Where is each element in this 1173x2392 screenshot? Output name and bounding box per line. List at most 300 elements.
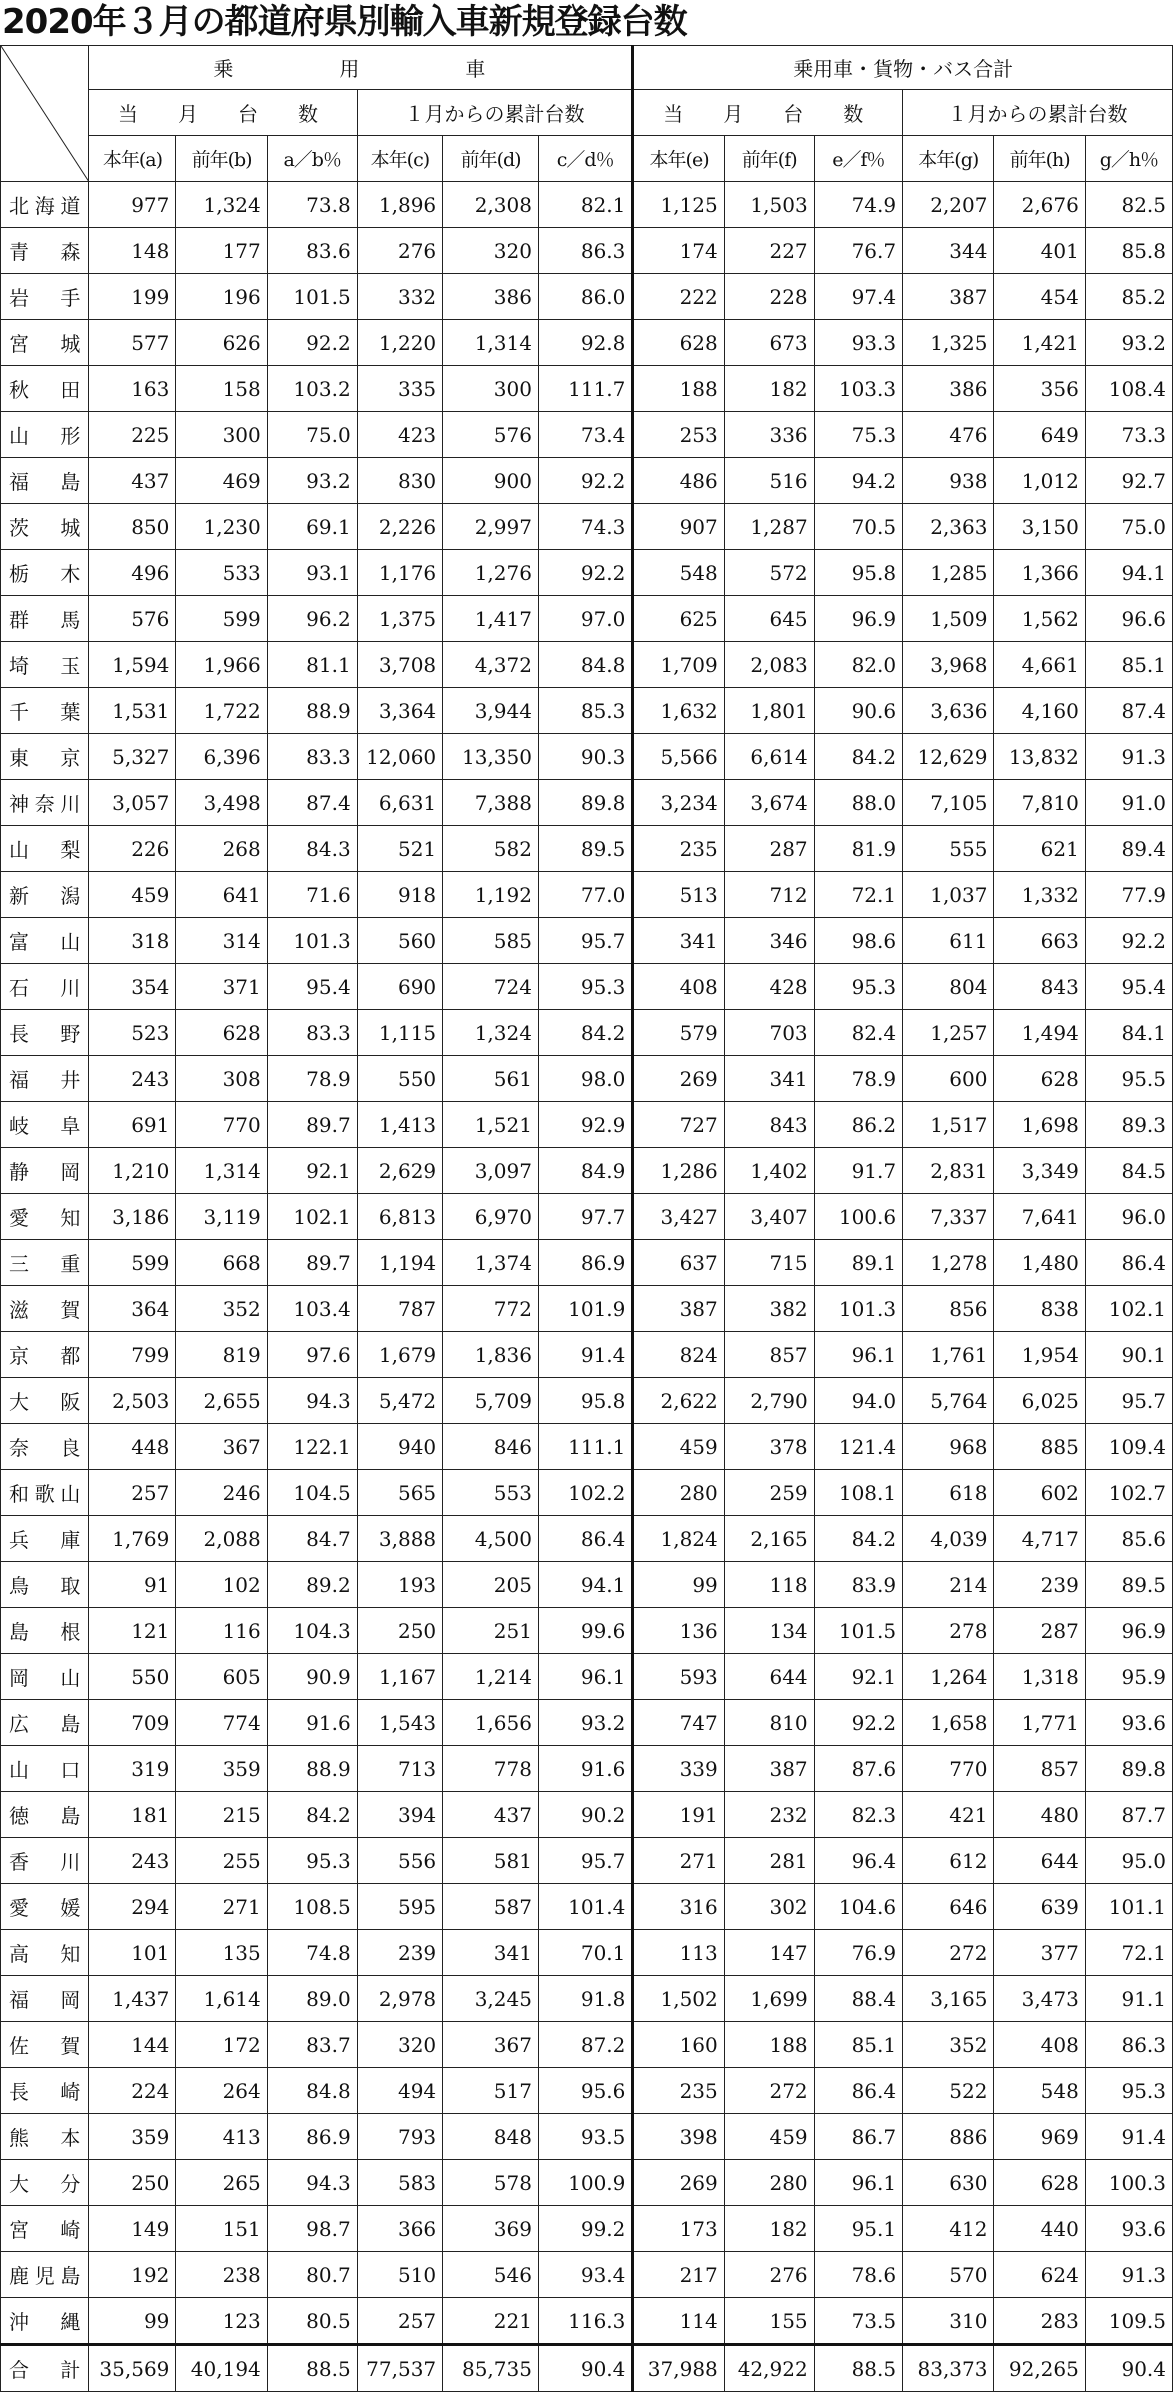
table-row [1,2160,1173,2206]
table-cell: 84.8 [267,2068,357,2114]
prefecture-name: 熊本 [1,2114,89,2160]
prefecture-name: 岡山 [1,1654,89,1700]
prefecture-name: 兵庫 [1,1516,89,1562]
table-cell: 386 [903,366,994,412]
table-cell: 5,764 [903,1378,994,1424]
table-cell: 857 [724,1332,814,1378]
table-cell: 1,709 [633,642,724,688]
table-row [1,182,1173,228]
table-cell: 199 [89,274,176,320]
table-row [1,1332,1173,1378]
table-cell: 280 [633,1470,724,1516]
table-cell: 2,790 [724,1378,814,1424]
table-cell: 196 [176,274,267,320]
table-cell: 2,676 [994,182,1085,228]
table-cell: 850 [89,504,176,550]
table-cell: 93.3 [814,320,902,366]
table-cell: 96.2 [267,596,357,642]
table-cell: 92.7 [1085,458,1172,504]
table-cell: 900 [443,458,539,504]
table-cell: 104.6 [814,1884,902,1930]
table-cell: 2,503 [89,1378,176,1424]
table-cell: 645 [724,596,814,642]
table-cell: 76.7 [814,228,902,274]
table-cell: 318 [89,918,176,964]
table-cell: 90.2 [538,1792,632,1838]
table-cell: 595 [357,1884,442,1930]
table-cell: 649 [994,412,1085,458]
table-cell: 97.0 [538,596,632,642]
table-cell: 91.4 [1085,2114,1172,2160]
table-cell: 2,165 [724,1516,814,1562]
table-cell: 114 [633,2298,724,2345]
table-cell: 85.3 [538,688,632,734]
table-cell: 96.1 [814,2160,902,2206]
table-cell: 77.9 [1085,872,1172,918]
prefecture-name: 山口 [1,1746,89,1792]
table-cell: 644 [994,1838,1085,1884]
table-cell: 2,083 [724,642,814,688]
table-cell: 89.0 [267,1976,357,2022]
table-cell: 799 [89,1332,176,1378]
table-cell: 83.3 [267,734,357,780]
table-cell: 70.5 [814,504,902,550]
table-cell: 300 [443,366,539,412]
table-cell: 521 [357,826,442,872]
table-cell: 88.0 [814,780,902,826]
table-cell: 91.8 [538,1976,632,2022]
table-cell: 1,220 [357,320,442,366]
table-cell: 144 [89,2022,176,2068]
table-cell: 253 [633,412,724,458]
table-cell: 585 [443,918,539,964]
table-cell: 715 [724,1240,814,1286]
table-cell: 174 [633,228,724,274]
table-cell: 86.2 [814,1102,902,1148]
table-cell: 523 [89,1010,176,1056]
table-cell: 95.6 [538,2068,632,2114]
table-cell: 102.1 [1085,1286,1172,1332]
table-cell: 191 [633,1792,724,1838]
table-row [1,1240,1173,1286]
table-cell: 641 [176,872,267,918]
table-cell: 576 [89,596,176,642]
table-cell: 91.4 [538,1332,632,1378]
column-header: 前年(f) [724,136,814,182]
table-cell: 4,372 [443,642,539,688]
table-row [1,458,1173,504]
table-cell: 188 [724,2022,814,2068]
table-cell: 522 [903,2068,994,2114]
table-row [1,1470,1173,1516]
table-row [1,550,1173,596]
table-cell: 560 [357,918,442,964]
table-cell: 100.9 [538,2160,632,2206]
header-monthly-all: 当 月 台 数 [633,90,903,136]
table-cell: 1,771 [994,1700,1085,1746]
table-cell: 356 [994,366,1085,412]
table-cell: 553 [443,1470,539,1516]
table-cell: 646 [903,1884,994,1930]
table-cell: 84.1 [1085,1010,1172,1056]
table-cell: 448 [89,1424,176,1470]
table-row [1,2022,1173,2068]
table-cell: 885 [994,1424,1085,1470]
table-cell: 1,413 [357,1102,442,1148]
table-cell: 83.9 [814,1562,902,1608]
table-cell: 1,192 [443,872,539,918]
table-cell: 378 [724,1424,814,1470]
table-cell: 225 [89,412,176,458]
table-cell: 136 [633,1608,724,1654]
table-cell: 74.3 [538,504,632,550]
table-cell: 259 [724,1470,814,1516]
table-cell: 243 [89,1838,176,1884]
table-row [1,1562,1173,1608]
table-cell: 93.6 [1085,1700,1172,1746]
table-cell: 281 [724,1838,814,1884]
table-cell: 727 [633,1102,724,1148]
table-cell: 1,214 [443,1654,539,1700]
table-cell: 82.4 [814,1010,902,1056]
table-cell: 87.6 [814,1746,902,1792]
table-cell: 238 [176,2252,267,2298]
table-cell: 92.2 [814,1700,902,1746]
table-cell: 3,150 [994,504,1085,550]
table-cell: 172 [176,2022,267,2068]
table-cell: 308 [176,1056,267,1102]
table-cell: 93.2 [267,458,357,504]
table-cell: 98.6 [814,918,902,964]
table-cell: 94.1 [1085,550,1172,596]
table-cell: 793 [357,2114,442,2160]
table-cell: 428 [724,964,814,1010]
table-cell: 2,308 [443,182,539,228]
table-cell: 3,968 [903,642,994,688]
table-cell: 86.7 [814,2114,902,2160]
table-cell: 459 [724,2114,814,2160]
table-cell: 770 [903,1746,994,1792]
table-cell: 1,966 [176,642,267,688]
table-cell: 84.3 [267,826,357,872]
table-row [1,2114,1173,2160]
table-cell: 628 [994,1056,1085,1102]
table-cell: 88.5 [814,2345,902,2392]
header-cumulative-all: １月からの累計台数 [903,90,1173,136]
table-cell: 74.9 [814,182,902,228]
table-cell: 556 [357,1838,442,1884]
page-title: 2020年３月の都道府県別輸入車新規登録台数 [2,2,687,42]
prefecture-name: 富山 [1,918,89,964]
table-cell: 250 [357,1608,442,1654]
table-cell: 37,988 [633,2345,724,2392]
table-cell: 264 [176,2068,267,2114]
table-cell: 193 [357,1562,442,1608]
table-cell: 367 [176,1424,267,1470]
table-cell: 224 [89,2068,176,2114]
table-cell: 1,276 [443,550,539,596]
prefecture-name: 青森 [1,228,89,274]
table-cell: 102.1 [267,1194,357,1240]
table-cell: 91.3 [1085,734,1172,780]
table-cell: 1,325 [903,320,994,366]
table-cell: 703 [724,1010,814,1056]
table-cell: 93.1 [267,550,357,596]
table-cell: 83,373 [903,2345,994,2392]
table-cell: 90.9 [267,1654,357,1700]
table-cell: 413 [176,2114,267,2160]
table-cell: 602 [994,1470,1085,1516]
table-cell: 90.1 [1085,1332,1172,1378]
table-cell: 12,060 [357,734,442,780]
table-cell: 95.5 [1085,1056,1172,1102]
table-cell: 1,836 [443,1332,539,1378]
table-cell: 3,165 [903,1976,994,2022]
table-cell: 310 [903,2298,994,2345]
prefecture-name: 京都 [1,1332,89,1378]
table-cell: 2,622 [633,1378,724,1424]
table-cell: 625 [633,596,724,642]
table-cell: 421 [903,1792,994,1838]
table-cell: 1,324 [176,182,267,228]
table-cell: 73.8 [267,182,357,228]
table-cell: 113 [633,1930,724,1976]
total-row [1,2345,1173,2392]
table-cell: 377 [994,1930,1085,1976]
table-cell: 102.7 [1085,1470,1172,1516]
table-cell: 6,813 [357,1194,442,1240]
table-cell: 85.1 [1085,642,1172,688]
registration-table [0,45,1173,2392]
table-cell: 86.3 [1085,2022,1172,2068]
table-cell: 533 [176,550,267,596]
table-cell: 550 [89,1654,176,1700]
table-cell: 354 [89,964,176,1010]
table-cell: 3,944 [443,688,539,734]
table-cell: 918 [357,872,442,918]
table-cell: 97.7 [538,1194,632,1240]
table-cell: 3,498 [176,780,267,826]
table-cell: 599 [176,596,267,642]
table-cell: 469 [176,458,267,504]
table-cell: 516 [724,458,814,504]
table-row [1,412,1173,458]
table-cell: 938 [903,458,994,504]
prefecture-name: 静岡 [1,1148,89,1194]
table-cell: 359 [176,1746,267,1792]
table-cell: 108.4 [1085,366,1172,412]
prefecture-name: 愛媛 [1,1884,89,1930]
table-cell: 387 [633,1286,724,1332]
column-header: 前年(b) [176,136,267,182]
table-cell: 1,421 [994,320,1085,366]
table-cell: 95.3 [538,964,632,1010]
prefecture-name: 群馬 [1,596,89,642]
table-cell: 599 [89,1240,176,1286]
table-cell: 408 [633,964,724,1010]
table-cell: 1,824 [633,1516,724,1562]
table-cell: 1,521 [443,1102,539,1148]
table-cell: 280 [724,2160,814,2206]
prefecture-name: 神奈川 [1,780,89,826]
table-cell: 89.7 [267,1102,357,1148]
table-cell: 276 [724,2252,814,2298]
table-cell: 86.4 [538,1516,632,1562]
table-cell: 459 [89,872,176,918]
table-cell: 78.9 [267,1056,357,1102]
table-cell: 3,234 [633,780,724,826]
table-cell: 3,473 [994,1976,1085,2022]
table-cell: 96.0 [1085,1194,1172,1240]
table-cell: 95.7 [1085,1378,1172,1424]
table-cell: 5,327 [89,734,176,780]
table-cell: 83.3 [267,1010,357,1056]
prefecture-name: 栃木 [1,550,89,596]
table-body [1,182,1173,2392]
table-cell: 227 [724,228,814,274]
prefecture-name: 鹿児島 [1,2252,89,2298]
prefecture-name: 石川 [1,964,89,1010]
table-cell: 352 [176,1286,267,1332]
table-cell: 369 [443,2206,539,2252]
table-cell: 423 [357,412,442,458]
table-cell: 3,119 [176,1194,267,1240]
table-row [1,642,1173,688]
table-row [1,1930,1173,1976]
table-cell: 85.1 [814,2022,902,2068]
table-cell: 5,472 [357,1378,442,1424]
table-cell: 89.2 [267,1562,357,1608]
table-cell: 269 [633,1056,724,1102]
table-cell: 215 [176,1792,267,1838]
table-cell: 82.3 [814,1792,902,1838]
table-cell: 480 [994,1792,1085,1838]
prefecture-name: 長崎 [1,2068,89,2114]
table-cell: 1,374 [443,1240,539,1286]
table-cell: 101.9 [538,1286,632,1332]
table-row [1,2252,1173,2298]
table-cell: 319 [89,1746,176,1792]
table-cell: 856 [903,1286,994,1332]
prefecture-name: 岩手 [1,274,89,320]
table-cell: 101.4 [538,1884,632,1930]
table-cell: 582 [443,826,539,872]
table-cell: 7,388 [443,780,539,826]
table-row [1,2068,1173,2114]
table-cell: 13,832 [994,734,1085,780]
table-cell: 314 [176,918,267,964]
table-cell: 87.7 [1085,1792,1172,1838]
table-cell: 3,364 [357,688,442,734]
table-cell: 570 [903,2252,994,2298]
table-cell: 386 [443,274,539,320]
column-header: 本年(g) [903,136,994,182]
table-cell: 95.7 [538,1838,632,1884]
table-cell: 90.4 [538,2345,632,2392]
table-row [1,596,1173,642]
table-cell: 969 [994,2114,1085,2160]
prefecture-name: 大阪 [1,1378,89,1424]
table-cell: 628 [633,320,724,366]
table-cell: 838 [994,1286,1085,1332]
table-cell: 555 [903,826,994,872]
table-row [1,1654,1173,1700]
table-cell: 94.2 [814,458,902,504]
table-cell: 612 [903,1838,994,1884]
table-cell: 91.7 [814,1148,902,1194]
table-cell: 81.1 [267,642,357,688]
table-cell: 103.4 [267,1286,357,1332]
table-cell: 5,709 [443,1378,539,1424]
table-cell: 1,324 [443,1010,539,1056]
column-header: 本年(e) [633,136,724,182]
column-header: a／b％ [267,136,357,182]
table-cell: 239 [994,1562,1085,1608]
table-cell: 84.2 [814,734,902,780]
table-cell: 977 [89,182,176,228]
prefecture-name: 福岡 [1,1976,89,2022]
table-row [1,504,1173,550]
table-cell: 85.6 [1085,1516,1172,1562]
prefecture-name: 香川 [1,1838,89,1884]
table-cell: 149 [89,2206,176,2252]
table-cell: 1,614 [176,1976,267,2022]
table-cell: 151 [176,2206,267,2252]
table-row [1,918,1173,964]
table-cell: 92.2 [1085,918,1172,964]
table-cell: 265 [176,2160,267,2206]
table-cell: 75.0 [1085,504,1172,550]
table-cell: 75.0 [267,412,357,458]
table-cell: 95.4 [1085,964,1172,1010]
header-passenger-cars: 乗 用 車 [89,46,633,90]
table-cell: 108.5 [267,1884,357,1930]
table-cell: 80.5 [267,2298,357,2345]
table-cell: 73.3 [1085,412,1172,458]
table-row [1,1194,1173,1240]
table-cell: 1,417 [443,596,539,642]
table-cell: 387 [724,1746,814,1792]
table-cell: 221 [443,2298,539,2345]
prefecture-name: 岐阜 [1,1102,89,1148]
table-row [1,320,1173,366]
table-cell: 548 [994,2068,1085,2114]
table-cell: 344 [903,228,994,274]
table-cell: 341 [724,1056,814,1102]
table-cell: 628 [994,2160,1085,2206]
table-row [1,1102,1173,1148]
prefecture-name: 千葉 [1,688,89,734]
table-cell: 476 [903,412,994,458]
table-cell: 968 [903,1424,994,1470]
table-cell: 2,363 [903,504,994,550]
table-row [1,826,1173,872]
table-cell: 1,502 [633,1976,724,2022]
table-cell: 690 [357,964,442,1010]
table-cell: 271 [633,1838,724,1884]
table-cell: 95.8 [538,1378,632,1424]
table-cell: 177 [176,228,267,274]
table-cell: 437 [443,1792,539,1838]
table-cell: 2,997 [443,504,539,550]
table-cell: 1,314 [443,320,539,366]
table-cell: 82.5 [1085,182,1172,228]
table-cell: 95.3 [1085,2068,1172,2114]
table-row [1,1010,1173,1056]
table-cell: 100.3 [1085,2160,1172,2206]
table-cell: 87.4 [1085,688,1172,734]
table-row [1,1792,1173,1838]
